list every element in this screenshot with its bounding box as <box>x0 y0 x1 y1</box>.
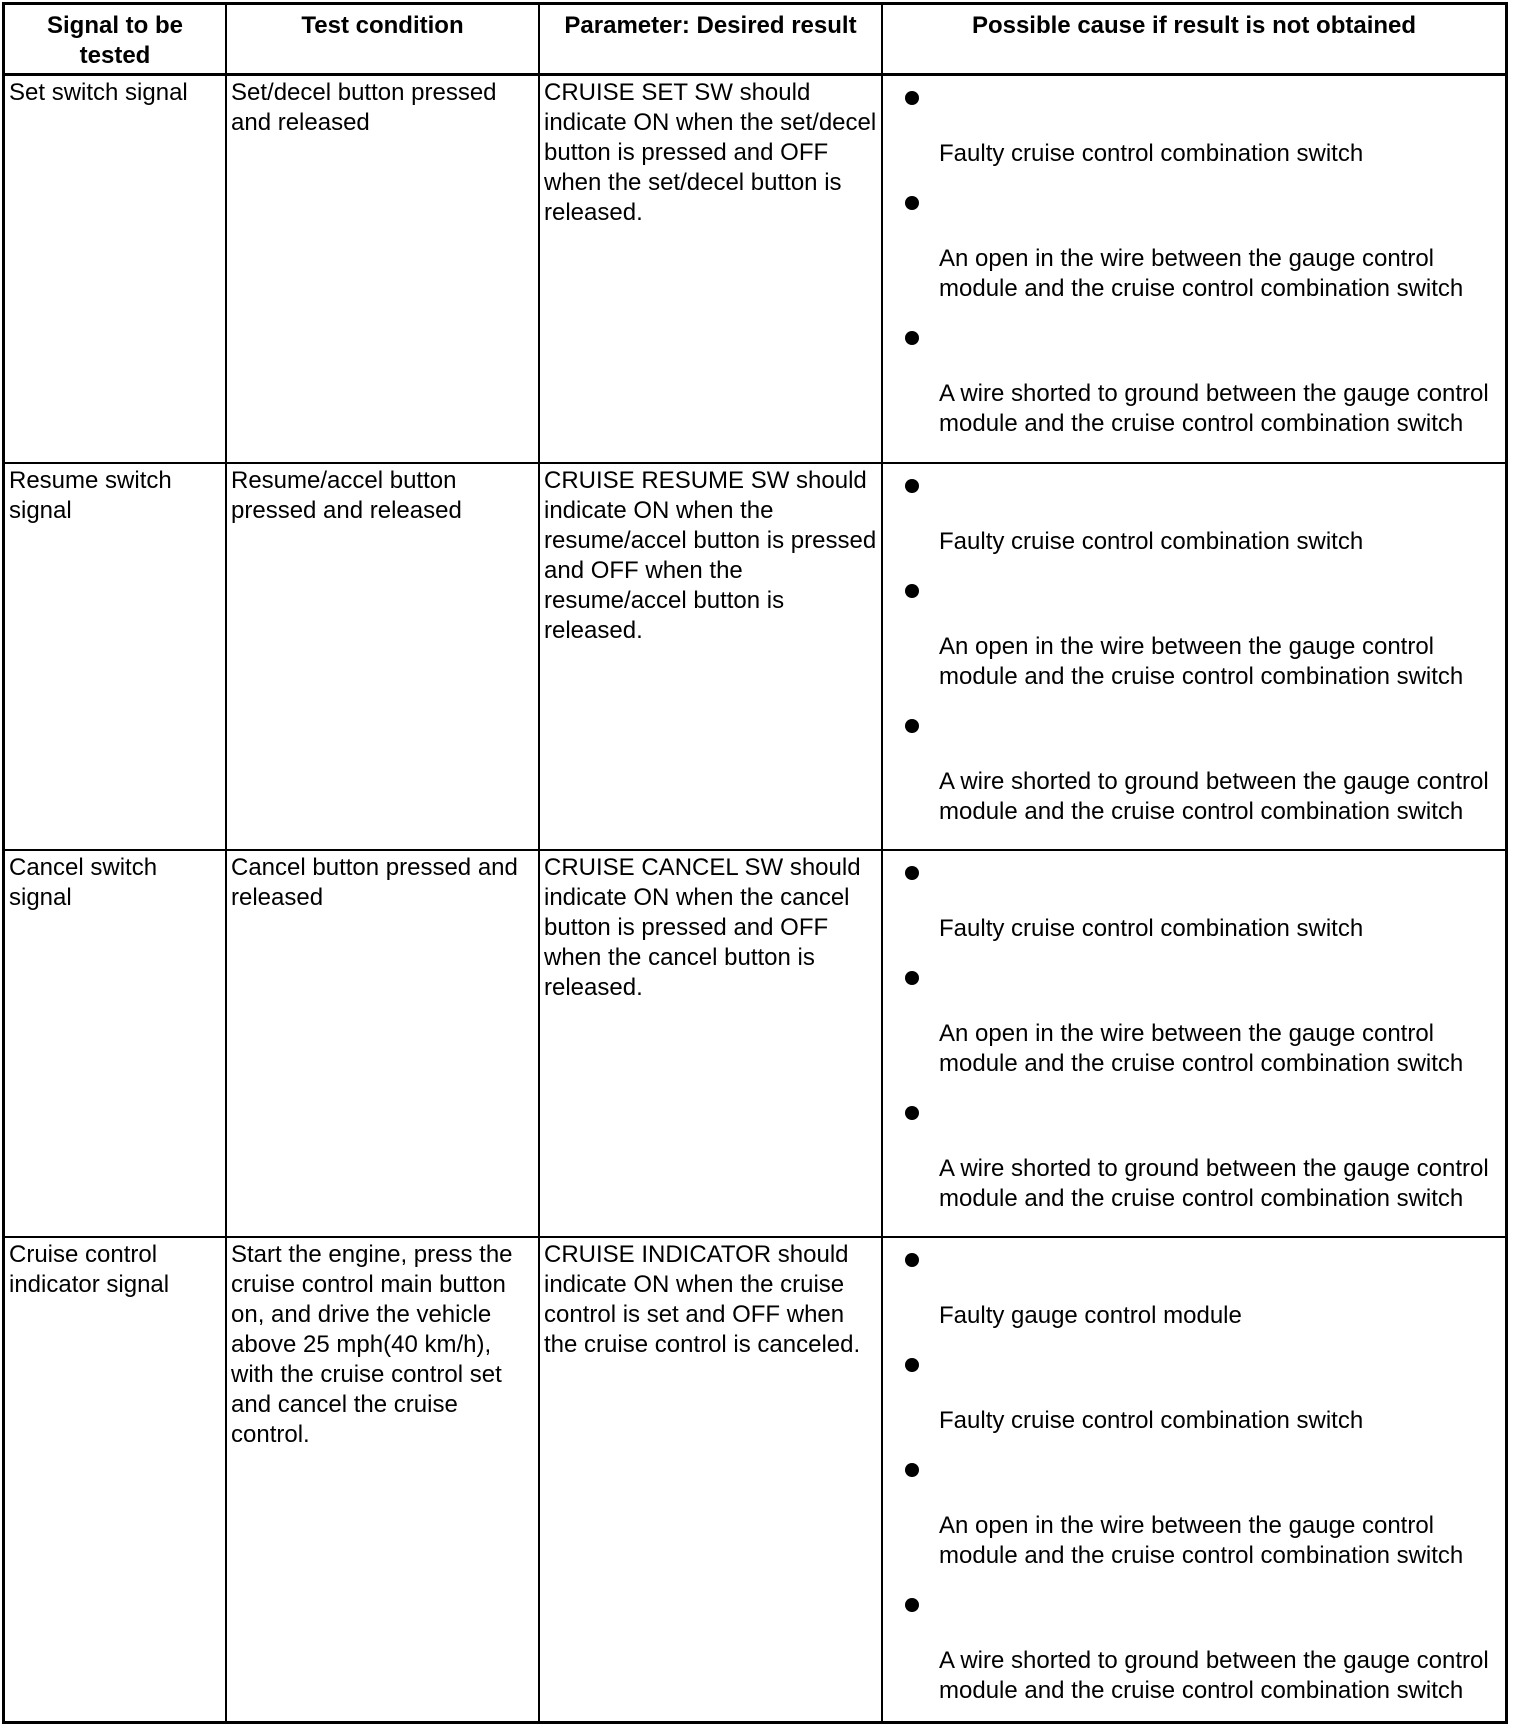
signal-cell: Set switch signal <box>9 79 188 106</box>
bullet-icon <box>905 196 919 210</box>
cause-cell <box>885 1238 1505 1721</box>
bullet-icon <box>905 719 919 733</box>
parameter-cell: CRUISE INDICATOR should indicate ON when the cruise control is set and OFF when the cruise control is canceled. <box>544 1241 861 1358</box>
condition-cell: Resume/accel button pressed and released <box>231 467 462 524</box>
bullet-icon <box>905 91 919 105</box>
bullet-icon <box>905 866 919 880</box>
cause-text: Faulty cruise control combination switch <box>939 915 1364 942</box>
cause-text: An open in the wire between the gauge control module and the cruise control combination switch <box>939 1512 1464 1569</box>
cause-text: A wire shorted to ground between the gauge control module and the cruise control combination switch <box>939 380 1489 437</box>
parameter-cell: CRUISE RESUME SW should indicate ON when the resume/accel button is pressed and OFF when the resume/accel button is released. <box>544 467 877 644</box>
header-cause: Possible cause if result is not obtained <box>971 12 1417 39</box>
cause-text: A wire shorted to ground between the gauge control module and the cruise control combination switch <box>939 1155 1489 1212</box>
parameter-cell: CRUISE SET SW should indicate ON when the set/decel button is pressed and OFF when the set/decel button is released. <box>544 79 877 226</box>
cause-text: Faulty cruise control combination switch <box>939 528 1364 555</box>
cause-text: Faulty cruise control combination switch <box>939 140 1364 167</box>
list-item <box>885 963 1505 1093</box>
list-item <box>885 1590 1505 1720</box>
list-item <box>885 188 1505 318</box>
cause-text: Faulty cruise control combination switch <box>939 1407 1364 1434</box>
parameter-cell: CRUISE CANCEL SW should indicate ON when the cancel button is pressed and OFF when the cancel button is released. <box>544 854 861 1001</box>
header-signal: Signal to be tested <box>46 12 183 69</box>
bullet-icon <box>905 584 919 598</box>
bullet-icon <box>905 331 919 345</box>
cause-cell <box>885 851 1505 1236</box>
signal-cell: Cruise control indicator signal <box>9 1241 170 1298</box>
signal-cell: Cancel switch signal <box>9 854 158 911</box>
bullet-icon <box>905 971 919 985</box>
diagnostic-table <box>2 2 1508 1724</box>
cause-text: A wire shorted to ground between the gauge control module and the cruise control combination switch <box>939 768 1489 825</box>
bullet-icon <box>905 1463 919 1477</box>
bullet-icon <box>905 1106 919 1120</box>
list-item <box>885 711 1505 841</box>
bullet-icon <box>905 1598 919 1612</box>
bullet-icon <box>905 479 919 493</box>
list-item <box>885 323 1505 453</box>
column-divider <box>881 5 883 1721</box>
cause-text: An open in the wire between the gauge control module and the cruise control combination switch <box>939 1020 1464 1077</box>
cause-text: Faulty gauge control module <box>939 1302 1242 1329</box>
condition-cell: Set/decel button pressed and released <box>231 79 497 136</box>
cause-cell <box>885 464 1505 849</box>
header-parameter: Parameter: Desired result <box>564 12 857 39</box>
header-condition: Test condition <box>301 12 464 39</box>
cause-text: A wire shorted to ground between the gauge control module and the cruise control combination switch <box>939 1647 1489 1704</box>
condition-cell: Start the engine, press the cruise control main button on, and drive the vehicle above 25 mph(40 km/h), with the cruise control set and cancel the cruise control. <box>231 1241 513 1448</box>
cause-cell <box>885 76 1505 462</box>
bullet-icon <box>905 1358 919 1372</box>
bullet-icon <box>905 1253 919 1267</box>
condition-cell: Cancel button pressed and released <box>231 854 518 911</box>
list-item <box>885 576 1505 706</box>
cause-text: An open in the wire between the gauge control module and the cruise control combination switch <box>939 633 1464 690</box>
list-item <box>885 1455 1505 1585</box>
list-item <box>885 1098 1505 1228</box>
signal-cell: Resume switch signal <box>9 467 172 524</box>
cause-text: An open in the wire between the gauge control module and the cruise control combination switch <box>939 245 1464 302</box>
